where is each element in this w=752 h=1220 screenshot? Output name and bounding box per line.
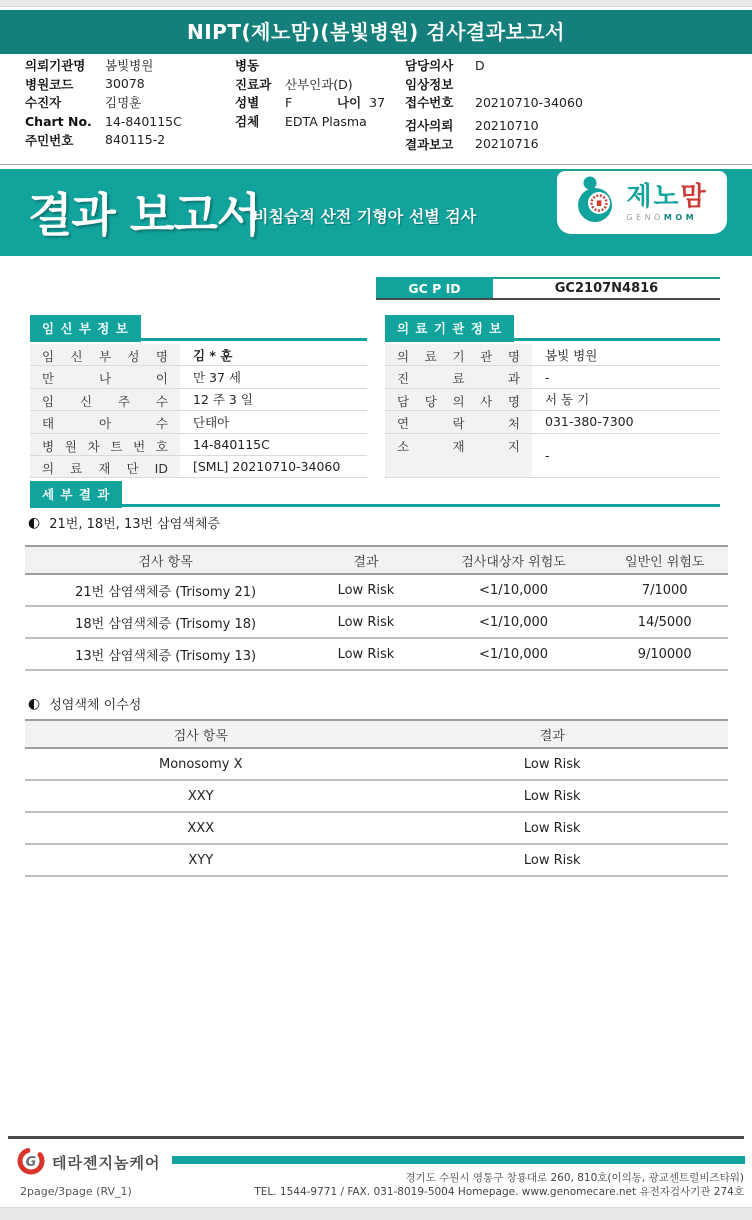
row-label: 담 당 의 사 명 — [385, 389, 532, 410]
field-label: 임상정보 — [405, 76, 454, 92]
table-row — [30, 411, 367, 433]
field-label: 검사의뢰 — [405, 118, 454, 134]
field-value: 김명훈 — [105, 95, 142, 111]
field-label: 나이 — [337, 95, 362, 111]
population-risk: 14/5000 — [601, 607, 728, 639]
header-field — [405, 93, 735, 112]
row-label: 만 나 이 — [30, 366, 180, 387]
test-result: Low Risk — [306, 639, 426, 671]
subject-risk: <1/10,000 — [426, 639, 602, 671]
logo-korean-prefix: 제노 — [626, 181, 681, 212]
row-label: 태 아 수 — [30, 411, 180, 432]
header-column-middle — [235, 56, 403, 130]
column-header: 결과 — [306, 545, 426, 575]
row-value: 서 동 기 — [545, 392, 590, 408]
row-label: 임 신 주 수 — [30, 389, 180, 410]
field-label: 병원코드 — [25, 76, 74, 92]
table-row — [385, 389, 720, 411]
genomom-logo — [557, 171, 727, 234]
population-risk: 9/10000 — [601, 639, 728, 671]
field-value: 37 — [369, 94, 386, 110]
header-field — [25, 93, 233, 112]
row-value: 봄빛 병원 — [545, 347, 598, 363]
header-field — [235, 112, 403, 131]
field-label: 주민번호 — [25, 132, 74, 148]
mother-info-table — [30, 344, 367, 478]
report-title-banner — [0, 10, 752, 54]
logo-latin-prefix: GENO — [626, 212, 664, 222]
column-header: 결과 — [377, 719, 729, 749]
row-value: [SML] 20210710-34060 — [193, 459, 341, 475]
test-result: Low Risk — [306, 575, 426, 607]
table-row — [30, 389, 367, 411]
detail-results-header — [30, 481, 720, 507]
row-label: 병 원 차 트 번 호 — [30, 434, 180, 455]
field-label: 진료과 — [235, 76, 272, 92]
gcp-id-label: GC P ID — [376, 279, 493, 298]
field-label: 검체 — [235, 114, 260, 130]
field-value: D — [475, 57, 485, 73]
row-value: 12 주 3 일 — [193, 392, 253, 408]
field-label: Chart No. — [25, 113, 92, 129]
half-circle-bullet-icon: ◐ — [28, 514, 41, 531]
table-row — [385, 411, 720, 433]
report-title: NIPT(제노맘)(봄빛병원) 검사결과보고서 — [187, 20, 565, 44]
header-field — [25, 112, 233, 131]
row-value: 14-840115C — [193, 436, 270, 452]
row-label: 임 신 부 성 명 — [30, 344, 180, 365]
test-result: Low Risk — [306, 607, 426, 639]
mother-info-header — [30, 315, 367, 341]
mother-info-title: 임 신 부 정 보 — [30, 315, 141, 342]
header-divider — [0, 164, 752, 165]
bottom-edge-strip — [0, 1207, 752, 1220]
row-value: 만 37 세 — [193, 370, 242, 386]
header-field-sex-age — [235, 93, 403, 112]
test-result: Low Risk — [377, 845, 729, 877]
population-risk: 7/1000 — [601, 575, 728, 607]
section-heading-text: 21번, 18번, 13번 삼염색체증 — [49, 517, 220, 532]
row-value: - — [545, 447, 550, 463]
sex-chromosome-section-heading — [28, 694, 141, 713]
header-field — [405, 56, 735, 75]
section-heading-text: 성염색체 이수성 — [49, 698, 142, 713]
field-label: 담당의사 — [405, 58, 454, 74]
clinic-info-table — [385, 344, 720, 478]
row-label: 의 료 재 단 ID — [30, 456, 180, 477]
banner-subtitle: 비침습적 산전 기형아 선별 검사 — [253, 207, 477, 226]
column-header: 검사대상자 위험도 — [426, 545, 602, 575]
row-label: 의 료 기 관 명 — [385, 344, 532, 365]
logo-korean-text — [626, 182, 707, 212]
theragen-g-icon — [16, 1146, 46, 1180]
row-label: 연 락 처 — [385, 411, 532, 432]
header-field — [405, 116, 735, 135]
field-label: 결과보고 — [405, 136, 454, 152]
clinic-info-title: 의 료 기 관 정 보 — [385, 315, 514, 342]
sex-chromosome-result-table — [25, 719, 728, 877]
subject-risk: <1/10,000 — [426, 607, 602, 639]
test-item: XXX — [25, 813, 377, 845]
header-column-left — [25, 56, 233, 149]
test-result: Low Risk — [377, 749, 729, 781]
result-report-banner — [0, 169, 752, 256]
column-header: 일반인 위험도 — [601, 545, 728, 575]
header-field — [25, 56, 233, 75]
company-name: 테라젠지놈케어 — [52, 1154, 161, 1172]
test-item: 18번 삼염색체증 (Trisomy 18) — [25, 607, 306, 639]
subject-risk: <1/10,000 — [426, 575, 602, 607]
logo-korean-accent: 맘 — [680, 181, 708, 212]
row-value: - — [545, 369, 550, 385]
field-value: F — [285, 94, 293, 110]
detail-results-title: 세 부 결 과 — [30, 481, 122, 508]
field-label: 성별 — [235, 95, 260, 111]
trisomy-section-heading — [28, 513, 220, 532]
table-row — [30, 456, 367, 478]
logo-latin-text — [626, 213, 707, 222]
column-header: 검사 항목 — [25, 719, 377, 749]
row-value: 031-380-7300 — [545, 414, 634, 430]
field-value: 30078 — [105, 76, 145, 92]
table-row — [30, 344, 367, 366]
table-row — [385, 366, 720, 388]
test-item: 13번 삼염색체증 (Trisomy 13) — [25, 639, 306, 671]
top-edge-strip — [0, 0, 752, 7]
header-field — [235, 56, 403, 75]
logo-wordmark — [626, 181, 708, 222]
footer-accent-bar — [172, 1156, 745, 1164]
page-indicator: 2page/3page (RV_1) — [20, 1185, 132, 1198]
logo-latin-accent: MOM — [663, 212, 698, 222]
header-field — [25, 130, 233, 149]
gcp-id-row — [376, 277, 720, 300]
test-result: Low Risk — [377, 781, 729, 813]
trisomy-result-table — [25, 545, 728, 671]
table-row — [385, 344, 720, 366]
test-item: Monosomy X — [25, 749, 377, 781]
row-label: 진 료 과 — [385, 366, 532, 387]
clinic-info-header — [385, 315, 720, 341]
field-value: 20210716 — [475, 136, 539, 152]
banner-title: 결과 보고서 — [28, 188, 261, 242]
header-column-right — [405, 56, 735, 153]
field-value: 봄빛병원 — [105, 58, 154, 74]
test-result: Low Risk — [377, 813, 729, 845]
row-label: 소 재 지 — [385, 434, 532, 478]
gcp-id-value: GC2107N4816 — [493, 279, 720, 298]
header-field — [405, 75, 735, 94]
row-value: 단태아 — [193, 414, 230, 430]
field-value: 14-840115C — [105, 113, 182, 129]
row-value: 김 * 훈 — [193, 347, 233, 363]
company-contact: TEL. 1544-9771 / FAX. 031-8019-5004 Homepage. www.genomecare.net 유전자검사기관 274호 — [254, 1186, 744, 1198]
svg-text:G: G — [25, 1155, 37, 1170]
field-value: 산부인과(D) — [285, 76, 353, 92]
company-address: 경기도 수원시 영통구 창룡대로 260, 810호(이의동, 광교센트럴비즈타워) — [405, 1172, 744, 1184]
header-field — [235, 75, 403, 94]
column-header: 검사 항목 — [25, 545, 306, 575]
header-field — [405, 134, 735, 153]
field-label: 병동 — [235, 58, 260, 74]
header-field — [25, 75, 233, 94]
footer-divider — [8, 1136, 744, 1139]
field-label: 접수번호 — [405, 95, 454, 111]
field-label: 의뢰기관명 — [25, 58, 86, 74]
table-row — [30, 366, 367, 388]
test-item: 21번 삼염색체증 (Trisomy 21) — [25, 575, 306, 607]
test-item: XYY — [25, 845, 377, 877]
table-row — [30, 434, 367, 456]
field-label: 수진자 — [25, 95, 62, 111]
half-circle-bullet-icon: ◐ — [28, 695, 41, 712]
field-value: 20210710 — [475, 117, 539, 133]
table-row — [385, 434, 720, 479]
field-value: 840115-2 — [105, 132, 166, 148]
test-item: XXY — [25, 781, 377, 813]
field-value: EDTA Plasma — [285, 113, 367, 129]
field-value: 20210710-34060 — [475, 94, 583, 110]
mother-baby-icon — [576, 175, 618, 231]
